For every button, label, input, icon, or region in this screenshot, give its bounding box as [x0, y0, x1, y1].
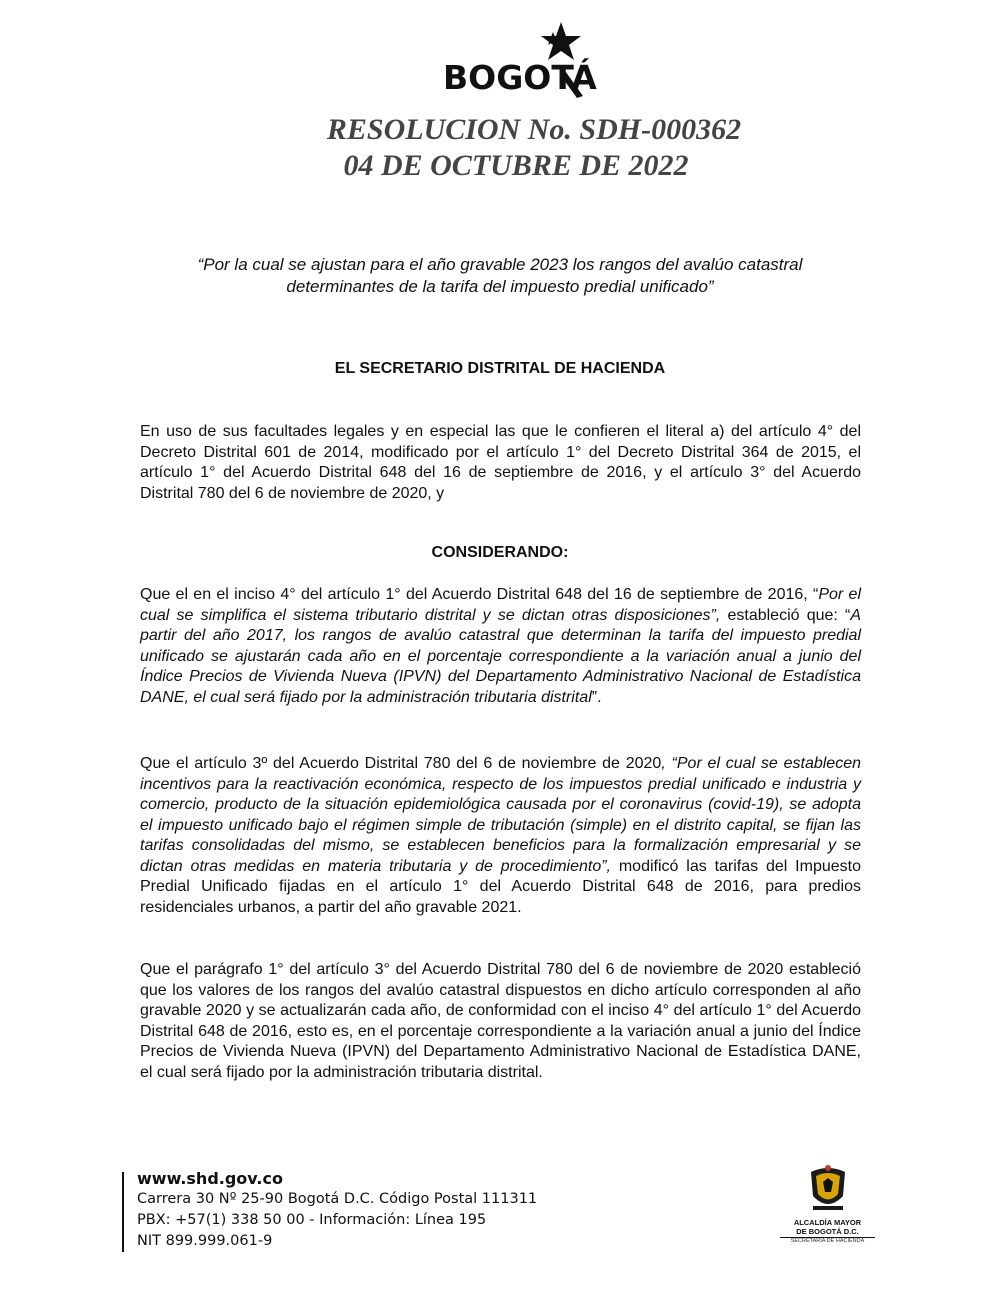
- resolution-number: RESOLUCION No. SDH-000362: [326, 113, 742, 146]
- footer-website[interactable]: www.shd.gov.co: [137, 1169, 283, 1188]
- preamble-paragraph: En uso de sus facultades legales y en especial las que le confieren el literal a) del artículo 4° del Decreto Distrital 601 de 2014, modificado por el artículo 1° del Decreto Distrital 364 de 2015, el artículo 1° del Acuerdo Distrital 648 del 16 de septiembre de 2016, y el artículo 3° del Acuerdo Distrital 780 del 6 de noviembre de 2020, y: [140, 423, 861, 502]
- considerando-paragraph-3: Que el parágrafo 1° del artículo 3° del Acuerdo Distrital 780 del 6 de noviembre de 2020 estableció que los valores de los rangos del avalúo catastral dispuestos en dicho artículo corresponden al año gravable 2020 y se actualizarán cada año, de conformidad con el inciso 4° del artículo 1° del Acuerdo Distrital 648 de 2016, esto es, en el porcentaje correspondiente a la variación anual a junio del Índice Precios de Vivienda Nueva (IPVN) del Departamento Administrativo Nacional de Estadística DANE, el cual será fijado por la administración tributaria distrital.: [140, 961, 861, 1081]
- alcaldia-crest: [780, 1162, 875, 1254]
- considerando-paragraph-1: [140, 585, 861, 708]
- footer-contact: [137, 1168, 537, 1252]
- text-run: estableció que: “: [720, 606, 851, 624]
- considerando-paragraph-2: [140, 754, 861, 918]
- logo-text: BOGOTÁ: [443, 58, 597, 97]
- subtitle-line-1: “Por la cual se ajustan para el año gravable 2023 los rangos del avalúo catastral: [197, 255, 803, 274]
- coat-of-arms-icon: [805, 1162, 851, 1216]
- authority-heading: EL SECRETARIO DISTRITAL DE HACIENDA: [334, 360, 666, 377]
- crest-line-1: ALCALDÍA MAYOR: [793, 1218, 862, 1227]
- resolution-subtitle: [130, 254, 870, 298]
- text-run: modificó las tarifas del Impuesto Predial Unificado fijadas en el artículo 1° del Acuerdo Distrital 648 de 2016, para predios residenciales urbanos, a partir del año gravable 2021.: [140, 857, 861, 916]
- footer-nit: NIT 899.999.061-9: [137, 1233, 273, 1249]
- italic-run: Por el cual se simplifica el sistema tributario distrital y se dictan otras disposiciones”,: [140, 586, 862, 624]
- italic-run: A partir del año 2017, los rangos de avalúo catastral que determinan la tarifa del impuesto predial unificado se ajustarán cada año en el porcentaje correspondiente a la variación anual a junio del Índice Precios de Vivienda Nueva (IPVN) del Departamento Administrativo Nacional de Estadística DANE, el cual será fijado por la administración tributaria distrital: [140, 606, 862, 706]
- footer-divider: [122, 1172, 124, 1252]
- footer-phone: PBX: +57(1) 338 50 00 - Información: Línea 195: [137, 1212, 487, 1228]
- italic-run: , “Por el cual se establecen incentivos para la reactivación económica, respecto de los impuestos predial unificado e industria y comercio, producto de la situación epidemiológica causada por el coronavirus (covid-19), se adopta el impuesto unificado bajo el régimen simple de tributación (simple) en el distrito capital, se fijan las tarifas consolidadas del mismo, se establecen beneficios para la formalización empresarial y se dictan otras medidas en materia tributaria y de procedimiento”,: [140, 755, 861, 875]
- considerando-heading: CONSIDERANDO:: [431, 544, 569, 561]
- resolution-date: 04 DE OCTUBRE DE 2022: [343, 149, 689, 182]
- subtitle-line-2: determinantes de la tarifa del impuesto predial unificado”: [286, 277, 714, 296]
- footer-address: Carrera 30 Nº 25-90 Bogotá D.C. Código Postal 111311: [137, 1191, 538, 1207]
- text-run: Que el artículo 3º del Acuerdo Distrital 780 del 6 de noviembre de 2020: [140, 755, 662, 772]
- crest-line-3: SECRETARIA DE HACIENDA: [780, 1237, 875, 1245]
- text-run: ”.: [591, 688, 602, 706]
- text-run: Que el en el inciso 4° del artículo 1° del Acuerdo Distrital 648 del 16 de septiembre de 2016, “: [140, 586, 819, 603]
- crest-line-2: DE BOGOTÁ D.C.: [796, 1227, 859, 1236]
- bogota-logo: [443, 20, 603, 100]
